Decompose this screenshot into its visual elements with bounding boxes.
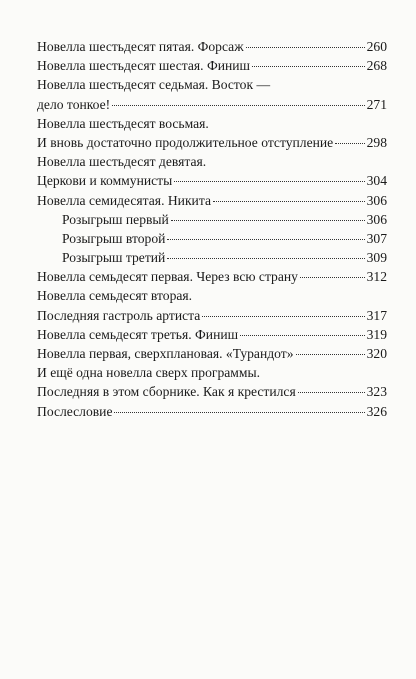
toc-page-number: 319 <box>366 326 387 342</box>
dot-leader <box>240 335 365 336</box>
toc-entry-title: Розыгрыш второй <box>62 230 166 246</box>
toc-entry-title: Церкови и коммунисты <box>37 173 173 189</box>
toc-page-number: 326 <box>366 403 387 419</box>
toc-entry-title: Новелла шестьдесят седьмая. Восток — <box>37 77 271 93</box>
toc-page-number: 323 <box>366 384 387 400</box>
toc-entry <box>37 37 387 56</box>
toc-entry <box>37 56 387 75</box>
toc-entry-title: Новелла семьдесят третья. Финиш <box>37 326 239 342</box>
toc-entry <box>37 286 387 305</box>
dot-leader <box>296 354 365 355</box>
toc-entry-title: Новелла семьдесят первая. Через всю страну <box>37 269 298 285</box>
toc-subentry <box>37 229 387 248</box>
toc-entry <box>37 75 387 94</box>
toc-page-number: 306 <box>366 192 387 208</box>
toc-page-number: 306 <box>366 211 387 227</box>
toc-entry <box>37 114 387 133</box>
dot-leader <box>167 258 364 259</box>
toc-entry-title: Новелла шестьдесят шестая. Финиш <box>37 58 251 74</box>
dot-leader <box>114 412 364 413</box>
dot-leader <box>246 47 365 48</box>
toc-entry <box>37 382 387 401</box>
toc-entry <box>37 191 387 210</box>
dot-leader <box>112 105 364 106</box>
table-of-contents <box>37 37 387 421</box>
toc-page-number: 309 <box>366 250 387 266</box>
dot-leader <box>300 277 365 278</box>
toc-page-number: 320 <box>366 346 387 361</box>
toc-entry-title: Последняя гастроль артиста <box>37 307 201 323</box>
toc-entry <box>37 95 387 114</box>
toc-entry <box>37 344 387 363</box>
toc-entry-title: И вновь достаточно продолжительное отступление <box>37 134 334 150</box>
toc-page-number: 307 <box>366 230 387 246</box>
toc-entry-title: Новелла шестьдесят восьмая. <box>37 115 209 131</box>
toc-entry-title: Розыгрыш первый <box>62 211 169 227</box>
toc-page-number: 317 <box>366 307 387 323</box>
dot-leader <box>252 66 365 67</box>
toc-page-number: 260 <box>366 39 387 54</box>
toc-entry-title: Новелла первая, сверхплановая. «Турандот» <box>37 346 294 361</box>
dot-leader <box>213 201 365 202</box>
toc-entry-title: Новелла семьдесят вторая. <box>37 288 193 304</box>
dot-leader <box>335 143 364 144</box>
toc-entry <box>37 267 387 286</box>
dot-leader <box>202 316 364 317</box>
toc-entry-title: И ещё одна новелла сверх программы. <box>37 365 261 381</box>
dot-leader <box>171 220 365 221</box>
toc-page-number: 312 <box>366 269 387 285</box>
toc-entry-title: Послесловие <box>37 403 113 419</box>
toc-entry <box>37 152 387 171</box>
toc-page-number: 304 <box>366 173 387 189</box>
toc-entry <box>37 363 387 382</box>
toc-entry-title: Новелла шестьдесят девятая. <box>37 154 207 170</box>
toc-page-number: 298 <box>366 134 387 150</box>
toc-entry-title: Новелла семидесятая. Никита <box>37 192 211 208</box>
toc-subentry <box>37 210 387 229</box>
toc-entry <box>37 171 387 190</box>
dot-leader <box>167 239 364 240</box>
toc-entry-title: Розыгрыш третий <box>62 250 166 266</box>
toc-subentry <box>37 248 387 267</box>
toc-entry <box>37 133 387 152</box>
toc-page-number: 268 <box>366 58 387 74</box>
dot-leader <box>174 181 364 182</box>
dot-leader <box>298 392 365 393</box>
toc-entry <box>37 306 387 325</box>
toc-entry-title: Новелла шестьдесят пятая. Форсаж <box>37 39 244 54</box>
toc-entry <box>37 325 387 344</box>
toc-entry-title: Последняя в этом сборнике. Как я крестился <box>37 384 296 400</box>
toc-entry-title: дело тонкое! <box>37 96 111 112</box>
toc-entry <box>37 402 387 421</box>
toc-page-number: 271 <box>366 96 387 112</box>
